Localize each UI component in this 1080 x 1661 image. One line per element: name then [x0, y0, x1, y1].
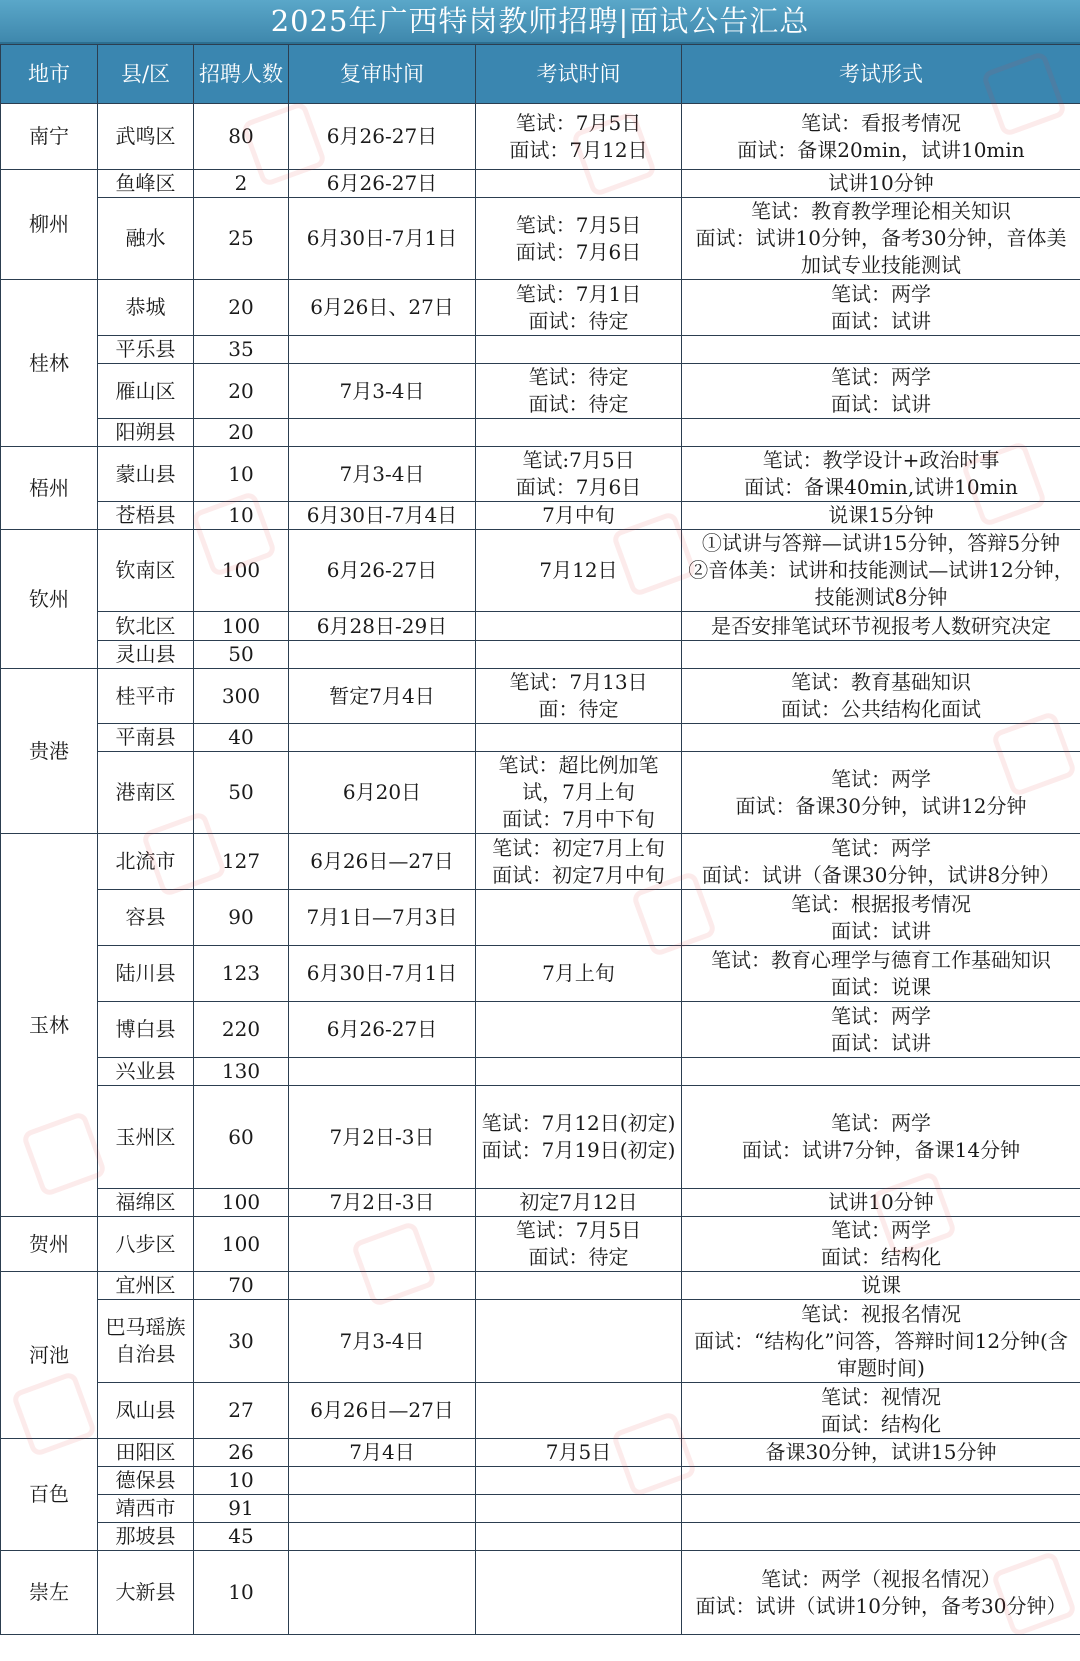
review-time-cell: [289, 1551, 476, 1635]
table-row: [1, 1439, 1080, 1467]
table-row: [1, 364, 1080, 419]
county-cell: 田阳区: [98, 1439, 194, 1467]
review-time-cell: 6月30日-7月4日: [289, 502, 476, 530]
county-cell: 博白县: [98, 1002, 194, 1058]
header-city: 地市: [1, 45, 98, 104]
count-cell: 25: [194, 198, 289, 280]
exam-time-cell: 笔试：7月13日 面：待定: [476, 669, 682, 724]
exam-form-cell: 笔试：两学（视报名情况） 面试：试讲（试讲10分钟，备考30分钟）: [682, 1551, 1080, 1635]
city-cell: 贵港: [1, 669, 98, 834]
review-time-cell: 6月28日-29日: [289, 612, 476, 641]
exam-form-cell: [682, 1058, 1080, 1086]
exam-form-cell: 笔试：两学 面试：结构化: [682, 1217, 1080, 1272]
exam-time-cell: 笔试：7月1日 面试：待定: [476, 280, 682, 336]
count-cell: 91: [194, 1495, 289, 1523]
exam-form-cell: 试讲10分钟: [682, 1189, 1080, 1217]
table-row: [1, 946, 1080, 1002]
exam-form-cell: 说课: [682, 1272, 1080, 1300]
exam-time-cell: 笔试：初定7月上旬 面试：初定7月中旬: [476, 834, 682, 890]
count-cell: 20: [194, 419, 289, 447]
table-row: [1, 1002, 1080, 1058]
county-cell: 玉州区: [98, 1086, 194, 1189]
table-row: [1, 1523, 1080, 1551]
exam-time-cell: [476, 1058, 682, 1086]
exam-form-cell: ①试讲与答辩—试讲15分钟，答辩5分钟 ②音体美：试讲和技能测试—试讲12分钟，技能测试8分钟: [682, 530, 1080, 612]
exam-time-cell: [476, 1551, 682, 1635]
table-row: [1, 336, 1080, 364]
exam-form-cell: 笔试：两学 面试：备课30分钟，试讲12分钟: [682, 752, 1080, 834]
exam-form-cell: 笔试：两学 面试：试讲: [682, 280, 1080, 336]
count-cell: 27: [194, 1383, 289, 1439]
exam-form-cell: [682, 419, 1080, 447]
header-exam-time: 考试时间: [476, 45, 682, 104]
header-count: 招聘人数: [194, 45, 289, 104]
review-time-cell: 7月3-4日: [289, 364, 476, 419]
exam-time-cell: 笔试：待定 面试：待定: [476, 364, 682, 419]
county-cell: 苍梧县: [98, 502, 194, 530]
exam-form-cell: 备课30分钟，试讲15分钟: [682, 1439, 1080, 1467]
review-time-cell: 7月3-4日: [289, 447, 476, 502]
table-row: [1, 1383, 1080, 1439]
exam-form-cell: 笔试：视情况 面试：结构化: [682, 1383, 1080, 1439]
table-row: [1, 1189, 1080, 1217]
review-time-cell: 6月26日、27日: [289, 280, 476, 336]
exam-form-cell: 笔试：根据报考情况 面试：试讲: [682, 890, 1080, 946]
city-cell: 玉林: [1, 834, 98, 1217]
table-row: [1, 612, 1080, 641]
table-row: [1, 502, 1080, 530]
table-body: [1, 104, 1080, 1635]
header-county: 县/区: [98, 45, 194, 104]
exam-form-cell: 笔试：看报考情况 面试：备课20min，试讲10min: [682, 104, 1080, 170]
header-row: [1, 45, 1080, 104]
exam-time-cell: 笔试：7月5日 面试：7月6日: [476, 198, 682, 280]
count-cell: 10: [194, 447, 289, 502]
city-cell: 河池: [1, 1272, 98, 1439]
count-cell: 26: [194, 1439, 289, 1467]
review-time-cell: 7月1日—7月3日: [289, 890, 476, 946]
county-cell: 平南县: [98, 724, 194, 752]
count-cell: 130: [194, 1058, 289, 1086]
exam-time-cell: [476, 641, 682, 669]
exam-form-cell: [682, 336, 1080, 364]
exam-form-cell: [682, 724, 1080, 752]
county-cell: 融水: [98, 198, 194, 280]
county-cell: 德保县: [98, 1467, 194, 1495]
county-cell: 雁山区: [98, 364, 194, 419]
review-time-cell: 6月26-27日: [289, 170, 476, 198]
table-row: [1, 280, 1080, 336]
county-cell: 宜州区: [98, 1272, 194, 1300]
review-time-cell: 6月26-27日: [289, 1002, 476, 1058]
table-row: [1, 1551, 1080, 1635]
table-row: [1, 1300, 1080, 1383]
city-cell: 南宁: [1, 104, 98, 170]
review-time-cell: [289, 1495, 476, 1523]
county-cell: 兴业县: [98, 1058, 194, 1086]
exam-time-cell: [476, 1495, 682, 1523]
count-cell: 123: [194, 946, 289, 1002]
review-time-cell: [289, 1217, 476, 1272]
table-row: [1, 752, 1080, 834]
exam-time-cell: [476, 612, 682, 641]
table-row: [1, 170, 1080, 198]
exam-time-cell: 笔试:7月5日 面试：7月6日: [476, 447, 682, 502]
table-row: [1, 447, 1080, 502]
count-cell: 100: [194, 530, 289, 612]
count-cell: 40: [194, 724, 289, 752]
review-time-cell: 7月2日-3日: [289, 1086, 476, 1189]
schedule-table: [0, 44, 1080, 1635]
exam-time-cell: 笔试：7月12日(初定) 面试：7月19日(初定): [476, 1086, 682, 1189]
city-cell: 柳州: [1, 170, 98, 280]
review-time-cell: 7月2日-3日: [289, 1189, 476, 1217]
county-cell: 灵山县: [98, 641, 194, 669]
table-row: [1, 1467, 1080, 1495]
exam-form-cell: [682, 1523, 1080, 1551]
review-time-cell: 6月20日: [289, 752, 476, 834]
table-row: [1, 1086, 1080, 1189]
exam-time-cell: [476, 1002, 682, 1058]
count-cell: 100: [194, 1217, 289, 1272]
exam-form-cell: 笔试：视报名情况 面试：“结构化”问答，答辩时间12分钟(含审题时间): [682, 1300, 1080, 1383]
count-cell: 20: [194, 364, 289, 419]
exam-form-cell: 笔试：教学设计+政治时事 面试：备课40min,试讲10min: [682, 447, 1080, 502]
county-cell: 鱼峰区: [98, 170, 194, 198]
count-cell: 127: [194, 834, 289, 890]
city-cell: 桂林: [1, 280, 98, 447]
exam-form-cell: 笔试：两学 面试：试讲（备课30分钟，试讲8分钟）: [682, 834, 1080, 890]
city-cell: 百色: [1, 1439, 98, 1551]
city-cell: 贺州: [1, 1217, 98, 1272]
count-cell: 50: [194, 752, 289, 834]
review-time-cell: [289, 1467, 476, 1495]
exam-time-cell: [476, 419, 682, 447]
county-cell: 钦南区: [98, 530, 194, 612]
county-cell: 钦北区: [98, 612, 194, 641]
county-cell: 平乐县: [98, 336, 194, 364]
exam-time-cell: [476, 1272, 682, 1300]
exam-form-cell: [682, 1495, 1080, 1523]
exam-time-cell: [476, 1467, 682, 1495]
exam-form-cell: 笔试：两学 面试：试讲: [682, 1002, 1080, 1058]
count-cell: 300: [194, 669, 289, 724]
review-time-cell: 7月4日: [289, 1439, 476, 1467]
table-row: [1, 1217, 1080, 1272]
review-time-cell: [289, 1523, 476, 1551]
table-row: [1, 669, 1080, 724]
exam-form-cell: 笔试：教育心理学与德育工作基础知识 面试：说课: [682, 946, 1080, 1002]
exam-time-cell: 初定7月12日: [476, 1189, 682, 1217]
count-cell: 2: [194, 170, 289, 198]
county-cell: 容县: [98, 890, 194, 946]
review-time-cell: 6月26-27日: [289, 104, 476, 170]
city-cell: 梧州: [1, 447, 98, 530]
review-time-cell: 6月30日-7月1日: [289, 946, 476, 1002]
table-row: [1, 724, 1080, 752]
count-cell: 35: [194, 336, 289, 364]
table-row: [1, 419, 1080, 447]
count-cell: 90: [194, 890, 289, 946]
count-cell: 80: [194, 104, 289, 170]
count-cell: 100: [194, 612, 289, 641]
county-cell: 武鸣区: [98, 104, 194, 170]
county-cell: 阳朔县: [98, 419, 194, 447]
exam-form-cell: 笔试：教育教学理论相关知识 面试：试讲10分钟，备考30分钟，音体美加试专业技能测试: [682, 198, 1080, 280]
table-row: [1, 890, 1080, 946]
count-cell: 10: [194, 502, 289, 530]
review-time-cell: [289, 419, 476, 447]
review-time-cell: 暂定7月4日: [289, 669, 476, 724]
exam-form-cell: 笔试：两学 面试：试讲: [682, 364, 1080, 419]
exam-form-cell: 试讲10分钟: [682, 170, 1080, 198]
exam-form-cell: 说课15分钟: [682, 502, 1080, 530]
county-cell: 陆川县: [98, 946, 194, 1002]
count-cell: 10: [194, 1467, 289, 1495]
count-cell: 100: [194, 1189, 289, 1217]
header-review-time: 复审时间: [289, 45, 476, 104]
table-row: [1, 641, 1080, 669]
exam-time-cell: 笔试：7月5日 面试：待定: [476, 1217, 682, 1272]
county-cell: 大新县: [98, 1551, 194, 1635]
exam-time-cell: 笔试：7月5日 面试：7月12日: [476, 104, 682, 170]
count-cell: 45: [194, 1523, 289, 1551]
exam-form-cell: [682, 641, 1080, 669]
review-time-cell: 7月3-4日: [289, 1300, 476, 1383]
count-cell: 20: [194, 280, 289, 336]
count-cell: 70: [194, 1272, 289, 1300]
exam-time-cell: [476, 1300, 682, 1383]
county-cell: 八步区: [98, 1217, 194, 1272]
exam-time-cell: [476, 1383, 682, 1439]
header-exam-form: 考试形式: [682, 45, 1080, 104]
page-title: 2025年广西特岗教师招聘|面试公告汇总: [0, 0, 1080, 44]
count-cell: 30: [194, 1300, 289, 1383]
county-cell: 靖西市: [98, 1495, 194, 1523]
count-cell: 10: [194, 1551, 289, 1635]
table-row: [1, 198, 1080, 280]
exam-time-cell: 笔试：超比例加笔试，7月上旬 面试：7月中下旬: [476, 752, 682, 834]
city-cell: 崇左: [1, 1551, 98, 1635]
county-cell: 港南区: [98, 752, 194, 834]
city-cell: 钦州: [1, 530, 98, 669]
review-time-cell: [289, 724, 476, 752]
table-row: [1, 1272, 1080, 1300]
county-cell: 桂平市: [98, 669, 194, 724]
exam-form-cell: 笔试：教育基础知识 面试：公共结构化面试: [682, 669, 1080, 724]
exam-time-cell: [476, 890, 682, 946]
county-cell: 北流市: [98, 834, 194, 890]
count-cell: 220: [194, 1002, 289, 1058]
table-row: [1, 1495, 1080, 1523]
table-row: [1, 834, 1080, 890]
exam-time-cell: [476, 170, 682, 198]
exam-time-cell: 7月上旬: [476, 946, 682, 1002]
review-time-cell: [289, 1058, 476, 1086]
count-cell: 50: [194, 641, 289, 669]
count-cell: 60: [194, 1086, 289, 1189]
county-cell: 恭城: [98, 280, 194, 336]
exam-form-cell: 是否安排笔试环节视报考人数研究决定: [682, 612, 1080, 641]
county-cell: 凤山县: [98, 1383, 194, 1439]
review-time-cell: 6月30日-7月1日: [289, 198, 476, 280]
exam-time-cell: 7月5日: [476, 1439, 682, 1467]
exam-time-cell: [476, 1523, 682, 1551]
exam-form-cell: [682, 1467, 1080, 1495]
review-time-cell: 6月26日—27日: [289, 834, 476, 890]
county-cell: 巴马瑶族自治县: [98, 1300, 194, 1383]
county-cell: 蒙山县: [98, 447, 194, 502]
review-time-cell: [289, 1272, 476, 1300]
county-cell: 福绵区: [98, 1189, 194, 1217]
review-time-cell: 6月26-27日: [289, 530, 476, 612]
review-time-cell: [289, 336, 476, 364]
table-row: [1, 104, 1080, 170]
table-row: [1, 530, 1080, 612]
review-time-cell: [289, 641, 476, 669]
exam-time-cell: 7月12日: [476, 530, 682, 612]
exam-time-cell: [476, 336, 682, 364]
exam-form-cell: 笔试：两学 面试：试讲7分钟，备课14分钟: [682, 1086, 1080, 1189]
review-time-cell: 6月26日—27日: [289, 1383, 476, 1439]
exam-time-cell: [476, 724, 682, 752]
table-row: [1, 1058, 1080, 1086]
county-cell: 那坡县: [98, 1523, 194, 1551]
exam-time-cell: 7月中旬: [476, 502, 682, 530]
